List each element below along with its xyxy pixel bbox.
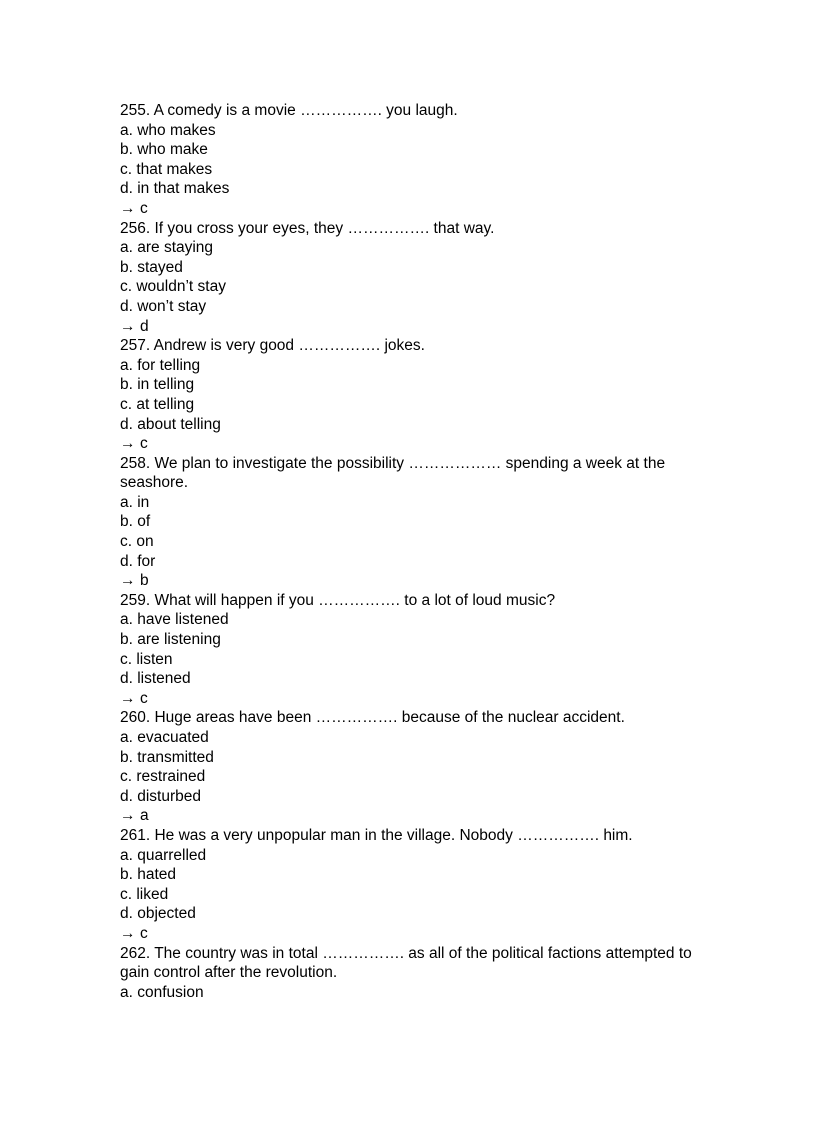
answer-value: b — [140, 572, 149, 590]
option: c. listen — [120, 650, 173, 668]
question-260 — [120, 708, 720, 826]
option: c. restrained — [120, 768, 206, 786]
option: a. have listened — [120, 611, 229, 629]
answer-line — [120, 689, 720, 709]
option: c. that makes — [120, 160, 213, 178]
question-text: 258. We plan to investigate the possibility ……………… spending a week at the seashore. — [120, 454, 666, 492]
answer-value: c — [140, 689, 148, 707]
option: c. on — [120, 533, 154, 551]
question-text: 255. A comedy is a movie ……………. you laugh. — [120, 102, 458, 119]
option: a. quarrelled — [120, 846, 207, 864]
answer-value: c — [140, 199, 148, 217]
answer-value: c — [140, 435, 148, 453]
option: d. listened — [120, 670, 191, 688]
answer-line — [120, 571, 720, 591]
question-text: 256. If you cross your eyes, they ……………. that way. — [120, 219, 495, 237]
answer-line — [120, 317, 720, 337]
question-text: 257. Andrew is very good ……………. jokes. — [120, 337, 425, 355]
option: b. stayed — [120, 258, 183, 276]
arrow-icon: → — [120, 435, 136, 453]
option: a. are staying — [120, 239, 214, 257]
answer-line — [120, 924, 720, 944]
question-261 — [120, 826, 720, 944]
option: d. in that makes — [120, 180, 230, 198]
question-259 — [120, 591, 720, 709]
option: c. at telling — [120, 395, 195, 413]
option: b. of — [120, 513, 151, 531]
option: a. in — [120, 493, 150, 511]
question-256 — [120, 219, 720, 337]
answer-value: c — [140, 924, 148, 942]
arrow-icon: → — [120, 924, 136, 942]
option: b. in telling — [120, 376, 195, 394]
option: a. confusion — [120, 983, 204, 1001]
option: b. who make — [120, 141, 208, 159]
arrow-icon: → — [120, 199, 136, 217]
answer-line — [120, 434, 720, 454]
arrow-icon: → — [120, 807, 136, 825]
arrow-icon: → — [120, 572, 136, 590]
answer-line — [120, 199, 720, 219]
option: d. won’t stay — [120, 297, 207, 315]
option: b. hated — [120, 866, 177, 884]
question-255 — [120, 101, 720, 219]
arrow-icon: → — [120, 317, 136, 335]
question-262 — [120, 944, 720, 1003]
arrow-icon: → — [120, 689, 136, 707]
question-258 — [120, 454, 720, 591]
question-text: 259. What will happen if you ……………. to a lot of loud music? — [120, 591, 556, 609]
question-text: 261. He was a very unpopular man in the village. Nobody ……………. him. — [120, 826, 633, 844]
option: a. who makes — [120, 121, 216, 139]
option: b. are listening — [120, 631, 221, 649]
question-text: 262. The country was in total ……………. as all of the political factions attempted to gain control after the revolution. — [120, 944, 692, 982]
answer-value: a — [140, 807, 149, 825]
option: d. disturbed — [120, 787, 201, 805]
question-257 — [120, 336, 720, 454]
option: c. wouldn’t stay — [120, 278, 226, 296]
option: d. about telling — [120, 415, 221, 433]
option: d. objected — [120, 905, 196, 923]
option: b. transmitted — [120, 748, 214, 766]
option: a. evacuated — [120, 729, 209, 746]
answer-value: d — [140, 317, 149, 335]
option: d. for — [120, 552, 156, 570]
question-text: 260. Huge areas have been ……………. because of the nuclear accident. — [120, 709, 625, 727]
option: c. liked — [120, 885, 169, 903]
document-page — [120, 101, 720, 1002]
answer-line — [120, 806, 720, 826]
option: a. for telling — [120, 356, 201, 374]
